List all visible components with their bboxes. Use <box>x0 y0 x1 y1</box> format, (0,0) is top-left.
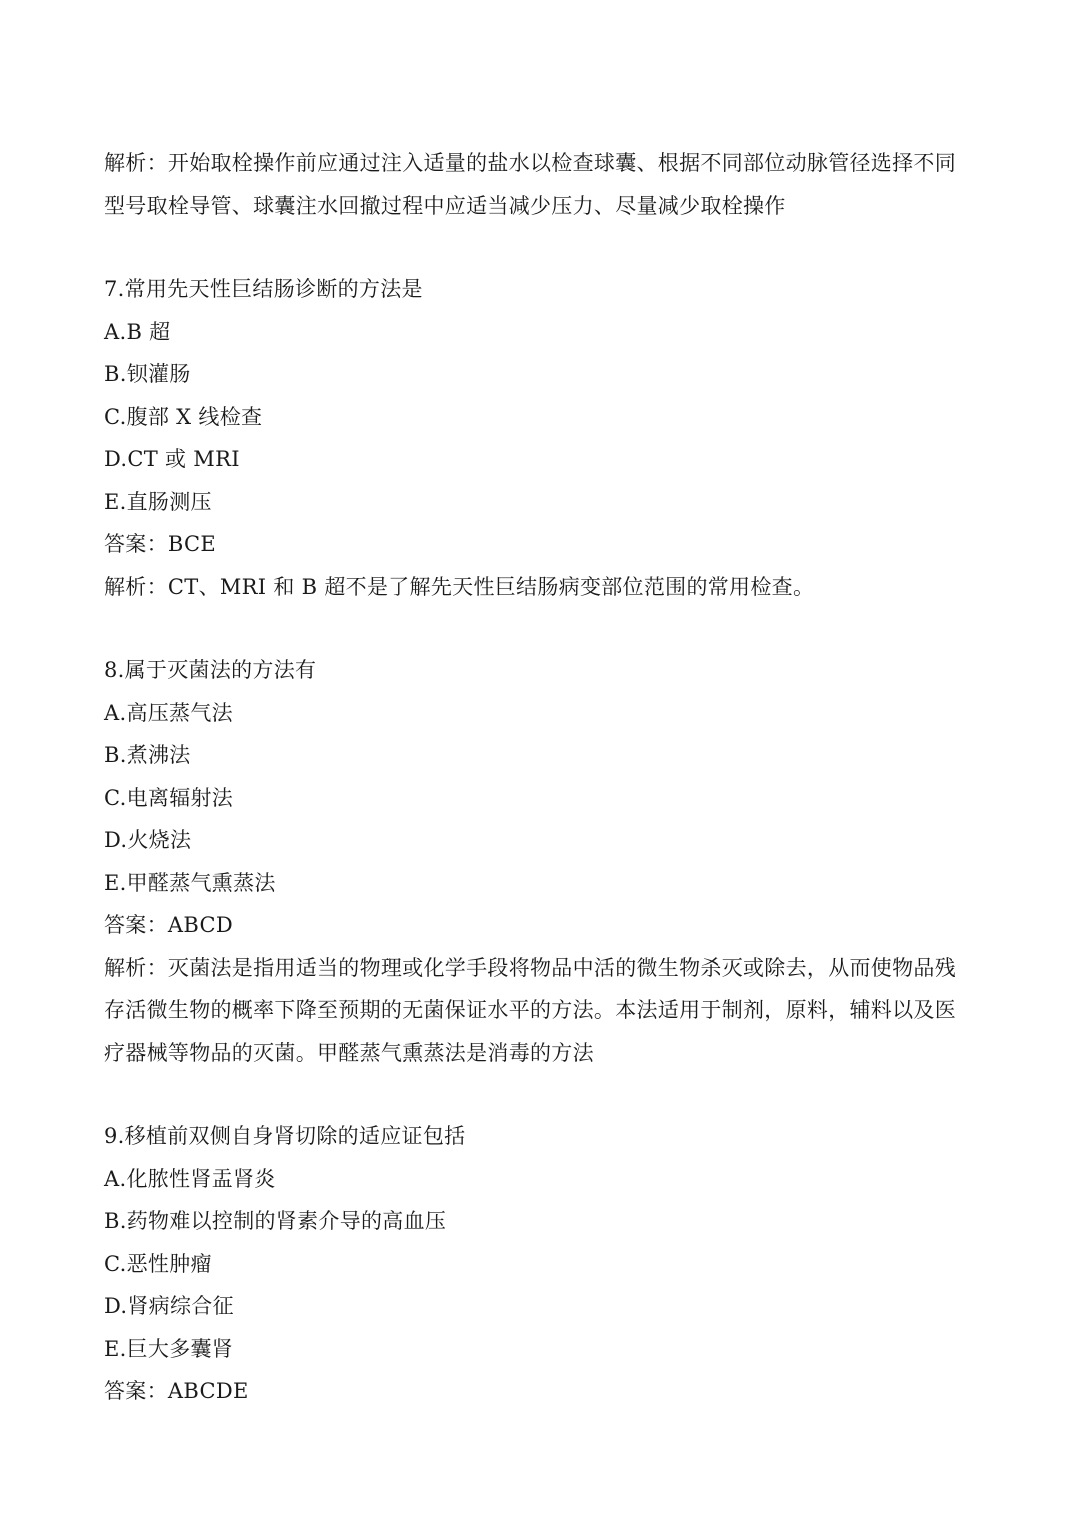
option-c: C.电离辐射法 <box>104 785 234 810</box>
spacer <box>104 608 984 649</box>
option-c: C.恶性肿瘤 <box>104 1251 212 1276</box>
answer-text: 答案：ABCD <box>104 913 233 937</box>
option-a: A.B 超 <box>104 319 171 344</box>
option-b: B.药物难以控制的肾素介导的高血压 <box>104 1209 447 1233</box>
option-b: B.煮沸法 <box>104 743 191 767</box>
option-a: A.高压蒸气法 <box>104 700 233 725</box>
question-text: 9.移植前双侧自身肾切除的适应证包括 <box>104 1124 466 1148</box>
question-block-9 <box>104 1115 984 1413</box>
option-c: C.腹部 X 线检查 <box>104 404 263 429</box>
document-page <box>104 142 984 1413</box>
option-e: E.巨大多囊肾 <box>104 1336 234 1361</box>
option-d: D.肾病综合征 <box>104 1294 234 1318</box>
analysis-line: 疗器械等物品的灭菌。甲醛蒸气熏蒸法是消毒的方法 <box>104 1040 594 1065</box>
answer-text: 答案：BCE <box>104 532 217 556</box>
option-e: E.直肠测压 <box>104 489 212 514</box>
option-b: B.钡灌肠 <box>104 362 191 386</box>
question-text: 7.常用先天性巨结肠诊断的方法是 <box>104 277 423 301</box>
analysis-line: 型号取栓导管、球囊注水回撤过程中应适当减少压力、尽量减少取栓操作 <box>104 193 786 218</box>
analysis-line: 解析：CT、MRI 和 B 超不是了解先天性巨结肠病变部位范围的常用检查。 <box>104 574 815 599</box>
question-text: 8.属于灭菌法的方法有 <box>104 658 317 682</box>
spacer <box>104 227 984 268</box>
analysis-line: 解析：开始取栓操作前应通过注入适量的盐水以检查球囊、根据不同部位动脉管径选择不同 <box>104 151 956 175</box>
option-a: A.化脓性肾盂肾炎 <box>104 1166 276 1191</box>
analysis-block-prev <box>104 142 984 227</box>
analysis-line: 存活微生物的概率下降至预期的无菌保证水平的方法。本法适用于制剂，原料，辅料以及医 <box>104 998 956 1022</box>
question-block-8 <box>104 649 984 1074</box>
question-block-7 <box>104 268 984 608</box>
spacer <box>104 1074 984 1115</box>
option-e: E.甲醛蒸气熏蒸法 <box>104 870 276 895</box>
option-d: D.CT 或 MRI <box>104 447 240 471</box>
answer-text: 答案：ABCDE <box>104 1379 249 1403</box>
option-d: D.火烧法 <box>104 828 192 852</box>
analysis-line: 解析：灭菌法是指用适当的物理或化学手段将物品中活的微生物杀灭或除去，从而使物品残 <box>104 955 956 980</box>
